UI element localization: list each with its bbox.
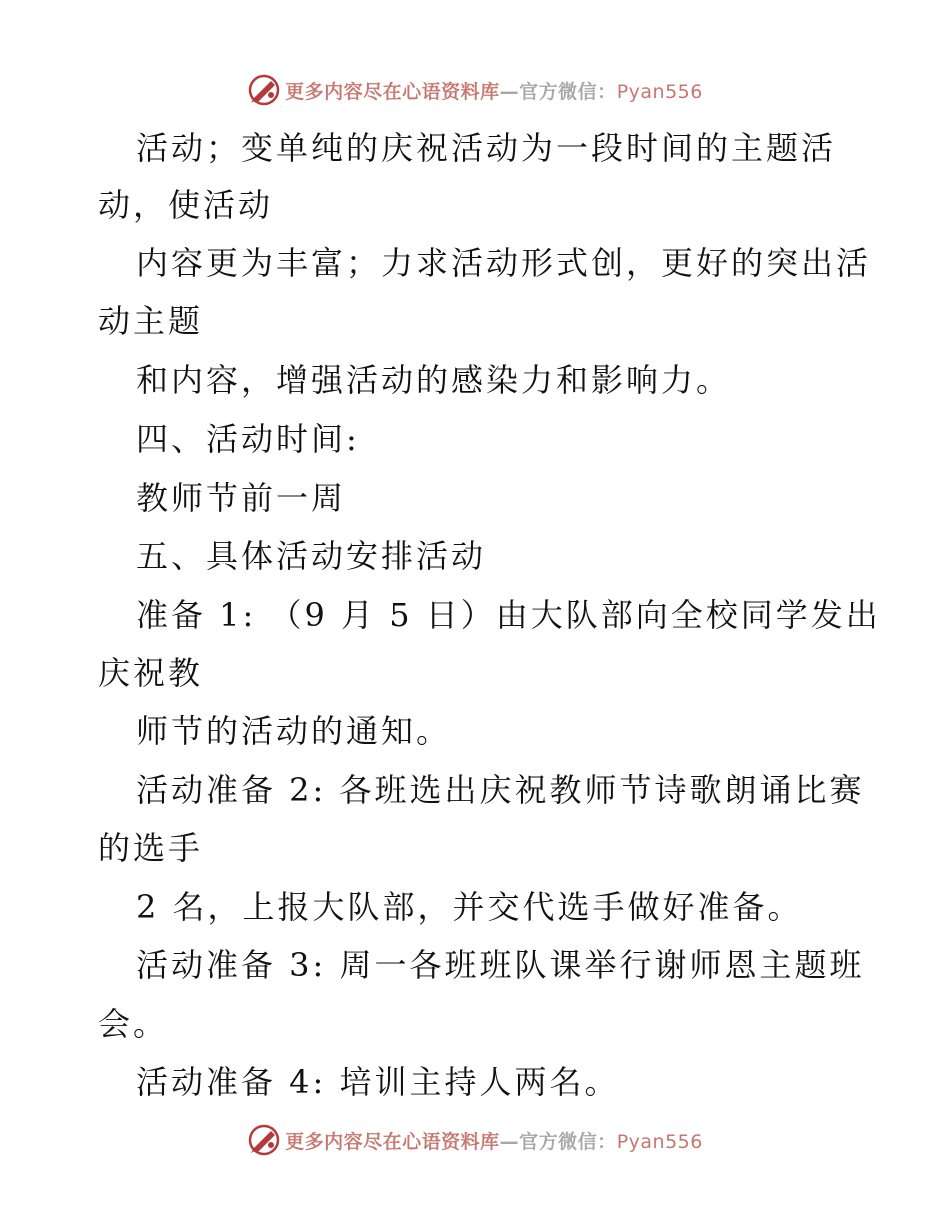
pen-logo-icon xyxy=(247,1123,281,1157)
text-line: 师节的活动的通知。 xyxy=(136,712,452,750)
text-line: 内容更为丰富；力求活动形式创，更好的突出活 xyxy=(136,244,872,282)
banner-wechat-label: —官方微信： xyxy=(499,1130,617,1153)
text-line: 动主题 xyxy=(98,302,204,340)
banner-wechat-id: Pyan556 xyxy=(616,1130,703,1153)
banner-site-text: 更多内容尽在心语资料库 xyxy=(285,1130,500,1153)
text-line: 会。 xyxy=(98,1005,169,1043)
text-line: 活动准备 4: 培训主持人两名。 xyxy=(136,1063,620,1101)
text-line: 的选手 xyxy=(98,829,204,867)
text-line: 准备 1: （9 月 5 日）由大队部向全校同学发出 xyxy=(136,596,881,634)
section-heading: 五、具体活动安排活动 xyxy=(136,537,487,575)
banner-text xyxy=(285,1127,703,1154)
text-line: 2 名，上报大队部，并交代选手做好准备。 xyxy=(136,888,803,926)
text-line: 活动；变单纯的庆祝活动为一段时间的主题活 xyxy=(136,129,837,167)
banner-site-text: 更多内容尽在心语资料库 xyxy=(285,80,500,103)
text-line: 教师节前一周 xyxy=(136,479,347,517)
text-line: 动，使活动 xyxy=(98,186,274,224)
section-heading: 四、活动时间: xyxy=(136,420,360,458)
footer-banner xyxy=(0,1120,950,1160)
text-line: 和内容，增强活动的感染力和影响力。 xyxy=(136,361,732,399)
banner-wechat-label: —官方微信： xyxy=(499,80,617,103)
text-line: 活动准备 2: 各班选出庆祝教师节诗歌朗诵比赛 xyxy=(136,771,865,809)
banner-wechat-id: Pyan556 xyxy=(616,80,703,103)
text-line: 活动准备 3: 周一各班班队课举行谢师恩主题班 xyxy=(136,946,865,984)
text-line: 庆祝教 xyxy=(98,654,204,692)
